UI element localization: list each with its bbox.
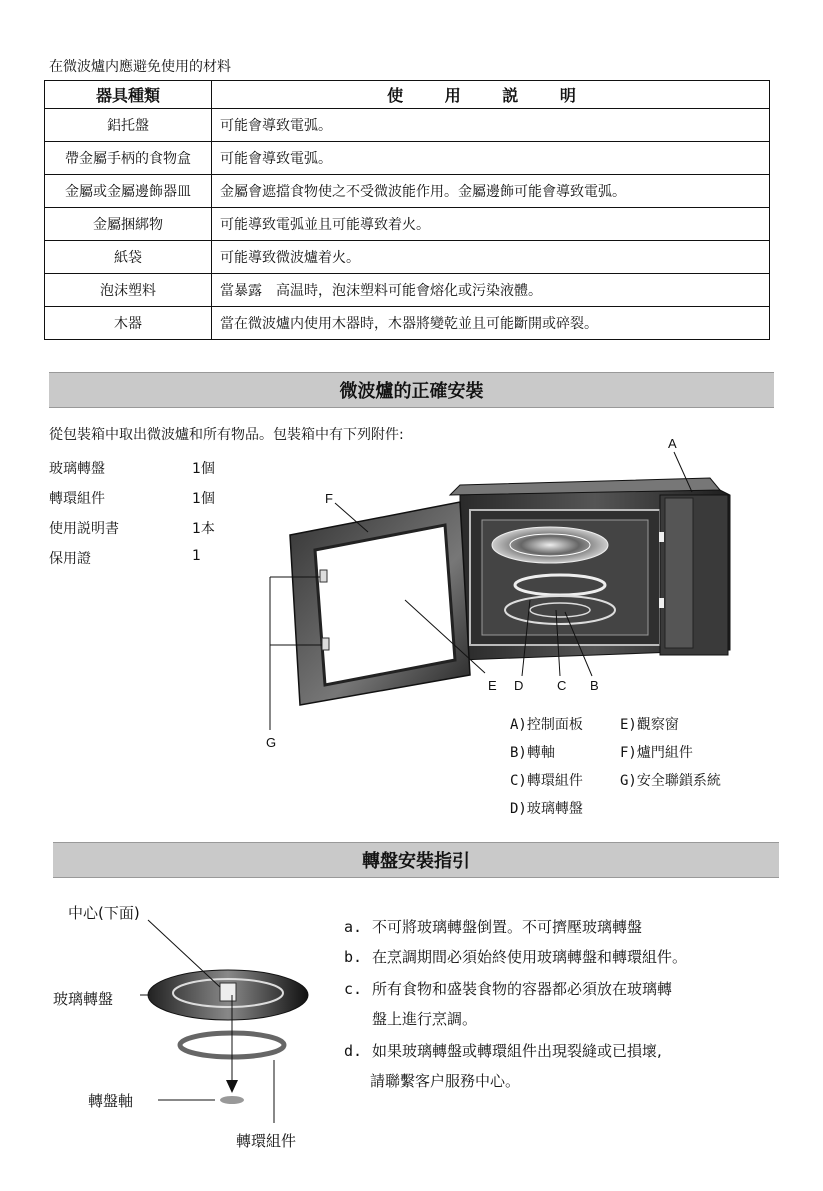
diagram-label-g: G	[266, 735, 277, 750]
turntable-label-ring: 轉環組件	[236, 1132, 297, 1150]
note-text: 所有食物和盛裝食物的容器都必須放在玻璃轉	[372, 980, 673, 998]
legend-g: G)安全聯鎖系統	[620, 773, 721, 789]
note-key: b.	[344, 948, 363, 966]
diagram-label-c: C	[557, 678, 567, 693]
note-a	[344, 916, 642, 937]
diagram-label-f: F	[325, 491, 333, 506]
note-key: c.	[344, 980, 363, 998]
row-desc: 可能導致電弧並且可能導致着火。	[212, 208, 770, 241]
row-desc: 金屬會遮擋食物使之不受微波能作用。金屬邊飾可能會導致電弧。	[212, 175, 770, 208]
note-text: 請聯繫客户服務中心。	[370, 1072, 521, 1090]
install-intro: 從包裝箱中取出微波爐和所有物品。包裝箱中有下列附件:	[49, 427, 404, 443]
note-c	[344, 978, 672, 999]
note-key: a.	[344, 918, 363, 936]
table-row	[45, 109, 770, 142]
table-row	[45, 208, 770, 241]
diagram-label-a: A	[668, 436, 677, 451]
row-item: 鋁托盤	[45, 109, 212, 142]
legend-e: E)觀察窗	[620, 717, 679, 733]
accessory-qty: 1	[192, 548, 201, 564]
header-item-type: 器具種類	[45, 81, 212, 109]
note-text: 如果玻璃轉盤或轉環組件出現裂縫或已損壞,	[372, 1042, 662, 1060]
note-d	[344, 1040, 662, 1061]
legend-d: D)玻璃轉盤	[510, 801, 583, 817]
table-row	[45, 307, 770, 340]
table-row	[45, 142, 770, 175]
legend-b: B)轉軸	[510, 745, 555, 761]
note-key: d.	[344, 1042, 363, 1060]
row-desc: 當在微波爐内使用木器時，木器將變乾並且可能斷開或碎裂。	[212, 307, 770, 340]
row-desc: 可能會導致電弧。	[212, 109, 770, 142]
legend-f: F)爐門組件	[620, 745, 693, 761]
legend-a: A)控制面板	[510, 717, 583, 733]
note-text: 盤上進行烹調。	[372, 1010, 478, 1028]
row-item: 帶金屬手柄的食物盒	[45, 142, 212, 175]
legend-c: C)轉環組件	[510, 773, 583, 789]
turntable-label-glass: 玻璃轉盤	[53, 990, 114, 1008]
row-item: 紙袋	[45, 241, 212, 274]
accessory-name: 轉環組件	[49, 491, 105, 507]
turntable-diagram	[40, 895, 330, 1155]
note-d-cont	[344, 1070, 520, 1091]
table-header-row	[45, 81, 770, 109]
row-desc: 可能會導致電弧。	[212, 142, 770, 175]
accessory-qty: 1個	[192, 491, 215, 507]
materials-intro: 在微波爐内應避免使用的材料	[49, 59, 231, 75]
row-item: 泡沫塑料	[45, 274, 212, 307]
accessory-name: 保用證	[49, 551, 91, 567]
header-description: 使 用 説 明	[212, 81, 770, 109]
diagram-label-e: E	[488, 678, 497, 693]
turntable-label-shaft: 轉盤軸	[88, 1092, 134, 1110]
diagram-label-b: B	[590, 678, 599, 693]
row-item: 金屬或金屬邊飾器皿	[45, 175, 212, 208]
note-text: 不可將玻璃轉盤倒置。不可擠壓玻璃轉盤	[372, 918, 643, 936]
section-title-install: 微波爐的正確安裝	[49, 372, 774, 408]
section-title-turntable: 轉盤安裝指引	[53, 842, 779, 878]
accessory-name: 使用説明書	[49, 521, 119, 537]
turntable-label-center: 中心(下面)	[68, 904, 140, 922]
row-item: 木器	[45, 307, 212, 340]
note-b	[344, 946, 687, 967]
materials-table	[44, 80, 770, 340]
accessory-qty: 1個	[192, 461, 215, 477]
table-row	[45, 175, 770, 208]
row-desc: 可能導致微波爐着火。	[212, 241, 770, 274]
row-desc: 當暴露 高温時，泡沫塑料可能會熔化或污染液體。	[212, 274, 770, 307]
table-row	[45, 274, 770, 307]
note-c-cont	[344, 1008, 477, 1029]
diagram-label-d: D	[514, 678, 524, 693]
accessory-name: 玻璃轉盤	[49, 461, 105, 477]
row-item: 金屬捆綁物	[45, 208, 212, 241]
table-row	[45, 241, 770, 274]
accessory-qty: 1本	[192, 521, 215, 537]
note-text: 在烹調期間必須始終使用玻璃轉盤和轉環組件。	[372, 948, 688, 966]
